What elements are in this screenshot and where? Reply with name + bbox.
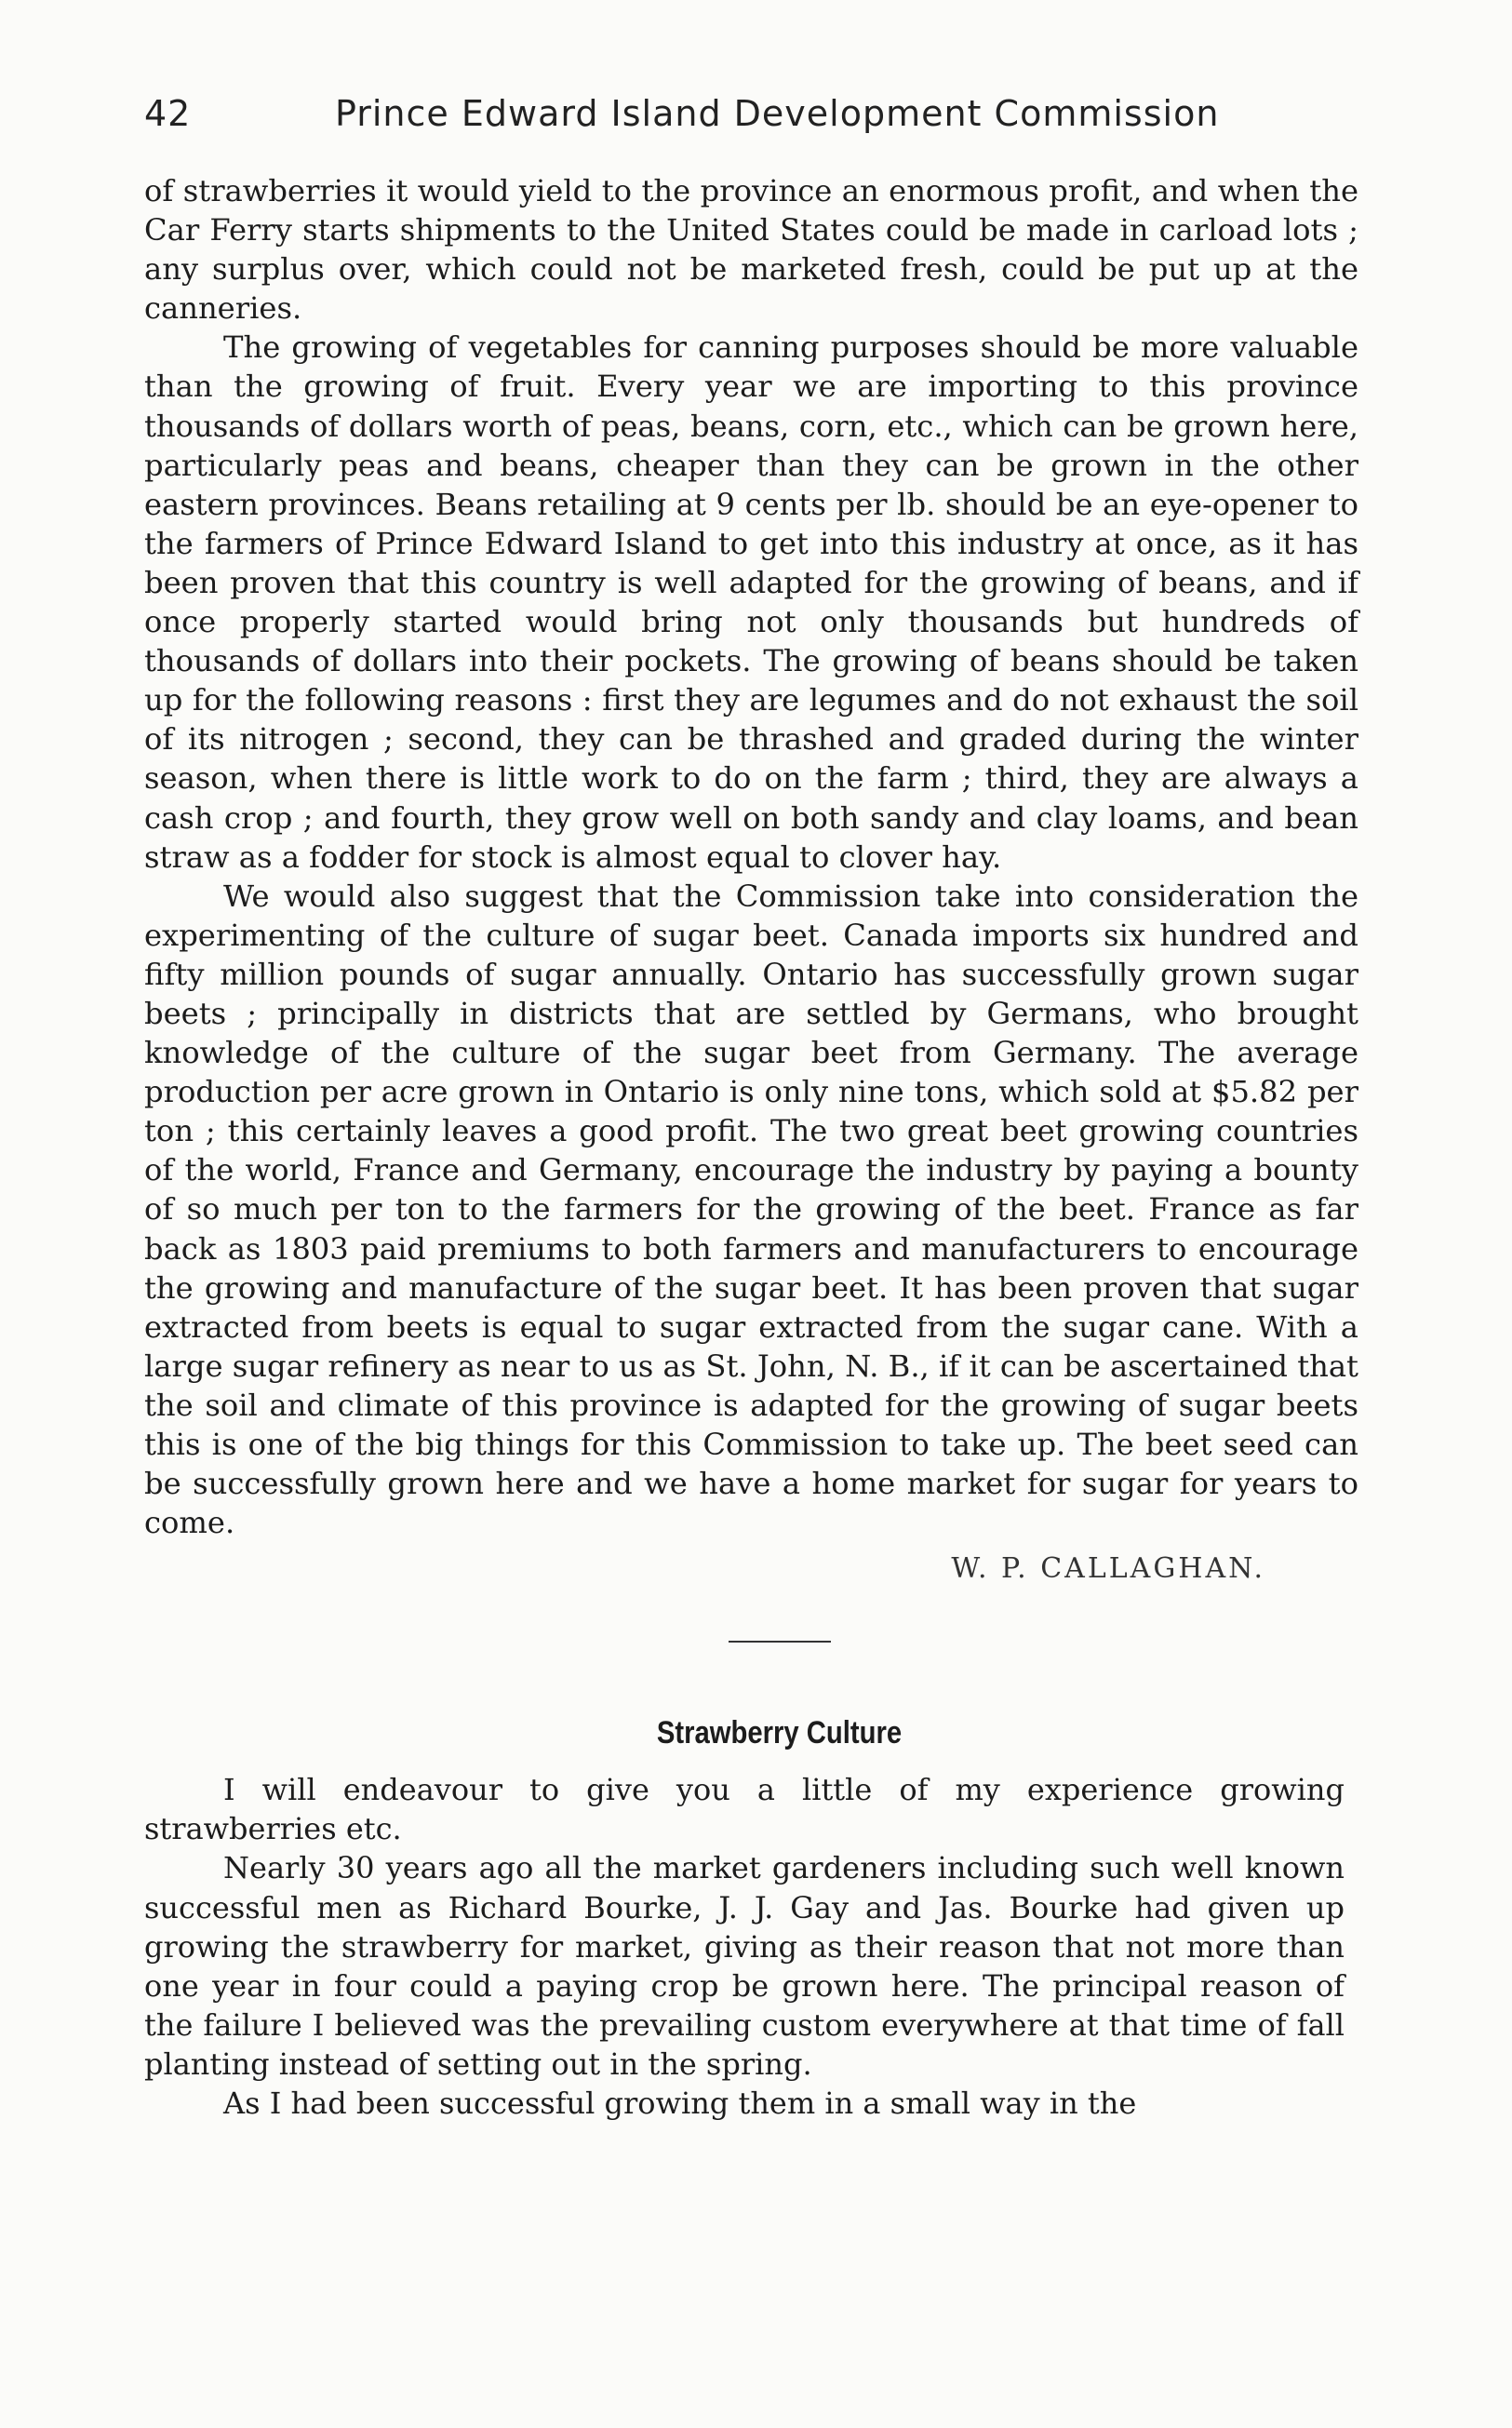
running-head	[144, 93, 1358, 171]
paragraph-history: Nearly 30 years ago all the market gardeners including such well known successful men as Richard Bourke, J. J. Gay and Jas. Bourke had given up growing the strawberry for market, giving as their reason that not more than one year in four could a paying crop be grown here. The principal reason of the failure I believed was the prevailing custom everywhere at that time of fall planting instead of setting out in the spring.	[144, 1850, 1345, 2082]
paragraph-vegetables: The growing of vegetables for canning purposes should be more valuable than the growing of fruit. Every year we are importing to this province thousands of dollars worth of peas, beans, corn, etc., which can be grown here, particularly peas and beans, cheaper than they can be grown in the other eastern provinces. Beans retailing at 9 cents per lb. should be an eye-opener to the farmers of Prince Edward Island to get into this industry at once, as it has been proven that this country is well adapted for the growing of beans, and if once properly started would bring not only thousands but hundreds of thousands of dollars into their pockets. The growing of beans should be taken up for the following reasons : first they are legumes and do not exhaust the soil of its nitrogen ; second, they can be thrashed and graded during the winter season, when there is little work to do on the farm ; third, they are always a cash crop ; and fourth, they grow well on both sandy and clay loams, and bean straw as a fodder for stock is almost equal to clover hay.	[144, 329, 1358, 875]
section-title: Strawberry Culture	[656, 1715, 903, 1751]
author-signature: W. P. CALLAGHAN.	[951, 1552, 1265, 1586]
article-callaghan	[144, 171, 1358, 1589]
section-divider	[729, 1641, 831, 1643]
paragraph-sugar-beet: We would also suggest that the Commission take into consideration the experimenting of the culture of sugar beet. Canada imports six hundred and fifty million pounds of sugar annually. Ontario has successfully grown sugar beets ; principally in districts that are settled by Germans, who brought knowledge of the culture of the sugar beet from Germany. The average production per acre grown in Ontario is only nine tons, which sold at $5.82 per ton ; this certainly leaves a good profit. The two great beet growing countries of the world, France and Germany, encourage the industry by paying a bounty of so much per ton to the farmers for the growing of the beet. France as far back as 1803 paid premiums to both farmers and manufacturers to encourage the growing and manufacture of the sugar beet. It has been proven that sugar extracted from beets is equal to sugar extracted from the sugar cane. With a large sugar refinery as near to us as St. John, N. B., if it can be ascertained that the soil and climate of this province is adapted for the growing of sugar beets this is one of the big things for this Commission to take up. The beet seed can be successfully grown here and we have a home market for sugar for years to come.	[144, 878, 1358, 1541]
paragraph-continued: of strawberries it would yield to the province an enormous profit, and when the Car Ferry starts shipments to the United States could be made in carload lots ; any surplus over, which could not be marketed fresh, could be put up at the canneries.	[144, 173, 1358, 327]
paragraph-intro: I will endeavour to give you a little of my experience growing strawberries etc.	[144, 1772, 1345, 1847]
article-strawberry-culture	[144, 1770, 1345, 2123]
page-number: 42	[144, 93, 192, 134]
page	[144, 93, 1358, 2123]
running-title: Prince Edward Island Development Commission	[335, 93, 1220, 134]
paragraph-experience: As I had been successful growing them in a small way in the	[223, 2086, 1137, 2122]
